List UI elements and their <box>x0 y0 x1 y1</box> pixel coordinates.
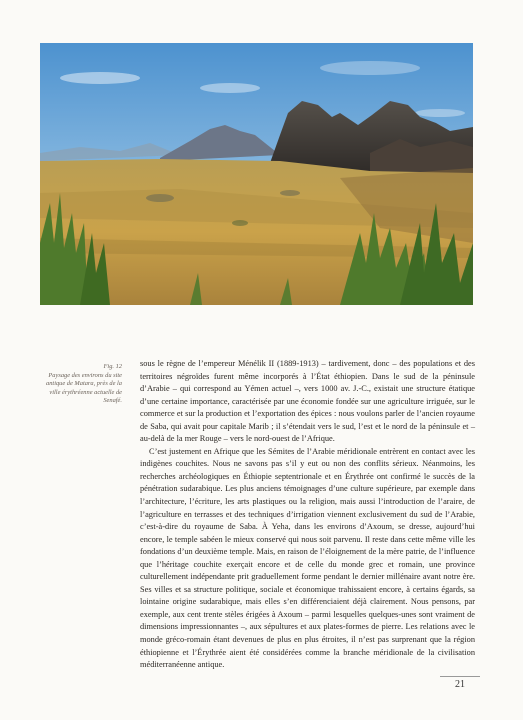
figure-caption-text: Paysage des environs du site antique de Matara, près de la ville érythréenne actuelle de Senafé. <box>46 371 122 405</box>
figure-caption <box>38 363 122 406</box>
paragraph-2: C’est justement en Afrique que les Sémites de l’Arabie méridionale entrèrent en contact avec les indigènes couchites. Nous ne savons pas s’il y eut ou non des conflits sérieux. Néanmoins, les recherches archéologiques en Éthiopie septentrionale et en Érythrée ont confirmé le succès de la pénétration sudarabique. Les plus anciens témoignages d’une culture supérieure, par exemple dans l’architecture, l’écriture, les arts plastiques ou la religion, mais aussi l’introduction de l’araire, de l’agriculture en terrasses et des techniques d’irrigation viennent exclusivement du sud de l’Arabie, c’est-à-dire du royaume de Saba. À Yeha, dans les environs d’Axoum, se dresse, aujourd’hui encore, le temple sabéen le mieux conservé qui nous soit parvenu. Il reste dans cette même ville les fondations d’un deuxième temple. Mais, en raison de l’éloignement de la mère patrie, de l’influence que l’héritage couchite exerçait encore et de celle du monde grec et romain, une province culturellement indépendante prit graduellement forme pendant le dernier millénaire avant notre ère. Ses villes et sa structure politique, sociale et économique trahissaient encore, à certains égards, sa lointaine origine sudarabique, mais elles s’en différenciaient déjà clairement. Nous pensons, par exemple, aux cent trente stèles érigées à Axoum – parmi lesquelles quelques-unes sont vraiment de dimensions impressionnantes –, aux sépultures et aux plates-formes de pierre. Les relations avec le monde gréco-romain étant devenues de plus en plus étroites, il n’est pas surprenant que la région éthiopienne et l’Érythrée aient été considérées comme la branche méridionale de la civilisation méditerranéenne antique. <box>140 446 475 670</box>
landscape-photo <box>40 43 473 305</box>
paragraph-1: sous le règne de l’empereur Ménélik II (1889-1913) – tardivement, donc – des populations et des territoires négroïdes furent même incorporés à l’État éthiopien. Dans le sud de la péninsule d’Arabie – qui correspond au Yémen actuel –, vers 1000 av. J.-C., existait une structure étatique d’une certaine importance, caractérisée par une économie fondée sur une agriculture irriguée, sur le commerce et sur la production et l’exportation des épices : nous voulons parler de l’ancien royaume de Saba, qui avait pour capitale Marib ; il s’étendait vers le sud, l’est et le nord de la péninsule et – au-delà de la mer Rouge – vers le nord-ouest de l’Afrique. <box>140 359 475 444</box>
page-number: 21 <box>455 679 465 690</box>
page-number-rule <box>440 676 480 677</box>
body-text <box>140 358 475 672</box>
landscape-photo-image <box>40 43 473 305</box>
figure-number: Fig. 12 <box>103 363 122 370</box>
